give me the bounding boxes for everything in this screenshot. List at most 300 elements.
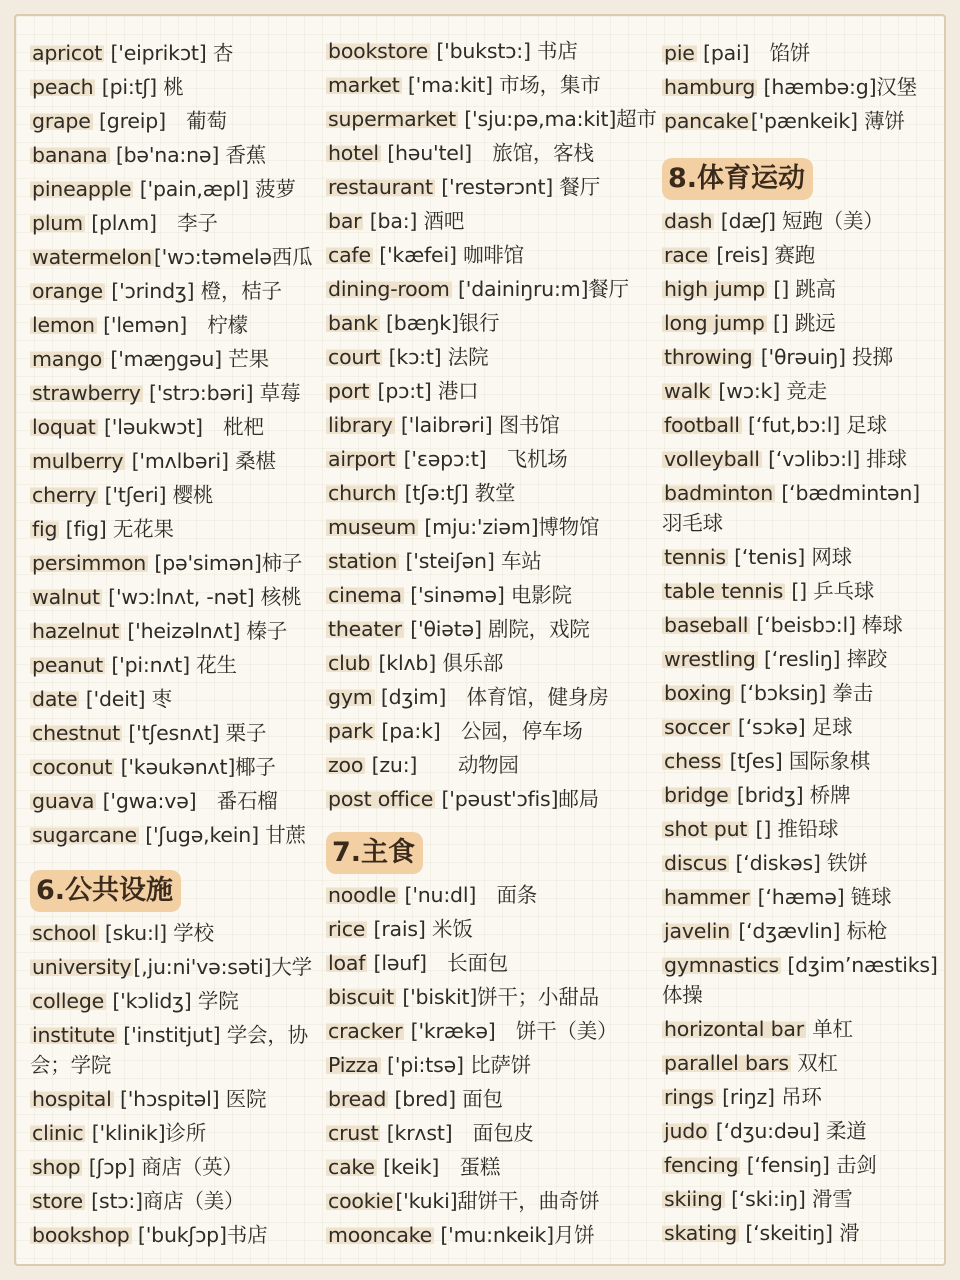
phonetic-and-meaning: ['biskit]饼干；小甜品 [396,985,599,1009]
vocab-entry [326,1218,666,1252]
vocab-entry [326,782,666,816]
english-word: judo [664,1119,708,1143]
phonetic-and-meaning: [pai] 馅饼 [696,41,811,65]
vocab-entry [326,102,666,136]
phonetic-and-meaning: [‘sɔkə] 足球 [731,715,853,739]
phonetic-and-meaning: ['θrəuiŋ] 投掷 [754,345,893,369]
phonetic-and-meaning: ['kuki]甜饼干，曲奇饼 [395,1189,600,1213]
english-word: church [328,481,397,505]
english-word: cracker [328,1019,403,1043]
phonetic-and-meaning: ['eiprikɔt] 杏 [104,41,234,65]
vocab-entry [326,408,666,442]
vocab-entry [326,946,666,980]
vocab-entry [326,170,666,204]
phonetic-and-meaning: [stɔ:]商店（美） [84,1189,245,1213]
vocab-entry [662,442,944,476]
english-word: crust [328,1121,379,1145]
vocab-entry [30,984,330,1018]
staple-food-list [326,878,666,1252]
vocab-entry [326,680,666,714]
phonetic-and-meaning: [] 乒乓球 [785,579,875,603]
vocab-entry [662,710,944,744]
phonetic-and-meaning: ['pænkeik] 薄饼 [750,109,905,133]
english-word: date [32,687,78,711]
vocab-entry [30,916,330,950]
english-word: skating [664,1221,738,1245]
vocab-entry [326,374,666,408]
phonetic-and-meaning: [‘vɔlibɔ:l] 排球 [761,447,907,471]
vocab-entry [326,476,666,510]
phonetic-and-meaning: [mju:'ziəm]博物馆 [418,515,600,539]
phonetic-and-meaning: ['heizəlnʌt] 榛子 [121,619,288,643]
phonetic-and-meaning: ['ɔrindʒ] 橙，桔子 [104,279,282,303]
english-word: chestnut [32,721,121,745]
phonetic-and-meaning: [‘dʒu:dəu] 柔道 [709,1119,867,1143]
phonetic-and-meaning: ['dainiŋru:m]餐厅 [451,277,629,301]
phonetic-and-meaning: [‘tenis] 网球 [727,545,852,569]
english-word: institute [32,1023,115,1047]
fruit-list [30,36,330,852]
english-word: post office [328,787,434,811]
english-word: zoo [328,753,364,777]
phonetic-and-meaning: ['θiətə] 剧院，戏院 [403,617,590,641]
vocab-entry [30,308,330,342]
phonetic-and-meaning: [keik] 蛋糕 [376,1155,501,1179]
phonetic-and-meaning: [rais] 米饭 [367,917,473,941]
vocab-entry [326,878,666,912]
vocab-entry [326,544,666,578]
vocab-entry [30,546,330,580]
english-word: high jump [664,277,766,301]
english-word: cookie [328,1189,394,1213]
vocab-entry [326,68,666,102]
english-word: clinic [32,1121,84,1145]
english-word: biscuit [328,985,394,1009]
column-3 [662,36,944,1250]
vocab-entry [662,1216,944,1250]
english-word: bridge [664,783,729,807]
english-word: bookshop [32,1223,130,1247]
english-word: cake [328,1155,375,1179]
phonetic-and-meaning: [reis] 赛跑 [710,243,816,267]
english-word: tennis [664,545,726,569]
english-word: restaurant [328,175,433,199]
phonetic-and-meaning: [hæmbə:g]汉堡 [757,75,917,99]
vocab-entry [30,104,330,138]
english-word: dining-room [328,277,450,301]
vocab-entry [30,512,330,546]
phonetic-and-meaning: [bridʒ] 桥牌 [730,783,851,807]
vocab-entry [326,714,666,748]
english-word: shot put [664,817,748,841]
phonetic-and-meaning: [‘beisbɔ:l] 棒球 [750,613,903,637]
phonetic-and-meaning: [ləuf] 长面包 [367,951,509,975]
phonetic-and-meaning: [riŋz] 吊环 [715,1085,822,1109]
english-word: soccer [664,715,730,739]
column-2 [326,34,666,1252]
english-word: horizontal bar [664,1017,804,1041]
vocab-entry [662,104,944,138]
phonetic-and-meaning: [‘skeitiŋ] 滑 [739,1221,860,1245]
column-1 [30,36,330,1252]
vocab-entry [30,580,330,614]
english-word: museum [328,515,417,539]
phonetic-and-meaning: [‘diskəs] 铁饼 [729,851,868,875]
english-word: badminton [664,481,774,505]
phonetic-and-meaning: ['tʃeri] 樱桃 [98,483,214,507]
phonetic-and-meaning: ['strɔ:bəri] 草莓 [142,381,301,405]
english-word: club [328,651,371,675]
english-word: college [32,989,105,1013]
english-word: hazelnut [32,619,120,643]
phonetic-and-meaning: ['ʃugə,kein] 甘蔗 [138,823,306,847]
english-word: pineapple [32,177,132,201]
english-word: mulberry [32,449,124,473]
vocab-entry [30,648,330,682]
phonetic-and-meaning: [kɔ:t] 法院 [382,345,489,369]
sports-list [662,204,944,1250]
vocab-entry [30,172,330,206]
phonetic-and-meaning: ['ləukwɔt] 枇杷 [97,415,264,439]
phonetic-and-meaning: [tʃes] 国际象棋 [723,749,871,773]
english-word: football [664,413,740,437]
english-word: strawberry [32,381,141,405]
vocab-entry [326,646,666,680]
vocab-entry [326,204,666,238]
vocab-entry [662,676,944,710]
english-word: orange [32,279,103,303]
phonetic-and-meaning: [‘hæmə] 链球 [751,885,892,909]
vocab-entry [326,272,666,306]
phonetic-and-meaning: ['kæfei] 咖啡馆 [372,243,524,267]
phonetic-and-meaning: [greip] 葡萄 [92,109,227,133]
vocab-entry [30,444,330,478]
english-word: watermelon [32,245,152,269]
phonetic-and-meaning: ['tʃesnʌt] 栗子 [122,721,267,745]
vocab-entry [326,980,666,1014]
vocab-entry [30,950,330,984]
english-word: port [328,379,370,403]
vocab-entry [326,748,666,782]
vocab-entry [662,340,944,374]
phonetic-and-meaning: [pə'simən]柿子 [148,551,303,575]
english-word: lemon [32,313,95,337]
vocab-entry [30,36,330,70]
vocab-entry [326,912,666,946]
vocab-entry [326,34,666,68]
vocab-entry [326,510,666,544]
vocab-entry [30,1218,330,1252]
vocab-entry [30,274,330,308]
vocab-entry [662,1182,944,1216]
phonetic-and-meaning: [pɔ:t] 港口 [371,379,479,403]
vocab-entry [326,306,666,340]
english-word: javelin [664,919,730,943]
phonetic-and-meaning: [krʌst] 面包皮 [380,1121,534,1145]
vocab-entry [30,342,330,376]
phonetic-and-meaning: [wɔ:k] 竞走 [712,379,827,403]
section-8-heading [662,154,944,204]
english-word: bread [328,1087,387,1111]
english-word: bookstore [328,39,429,63]
english-word: school [32,921,97,945]
english-word: loquat [32,415,96,439]
phonetic-and-meaning: [bred] 面包 [388,1087,503,1111]
phonetic-and-meaning: [pa:k] 公园，停车场 [375,719,583,743]
vocab-entry [662,846,944,880]
english-word: pancake [664,109,749,133]
english-word: peach [32,75,94,99]
phonetic-and-meaning: ['ma:kit] 市场，集市 [401,73,601,97]
phonetic-and-meaning: [,ju:ni'və:səti]大学 [133,955,312,979]
phonetic-and-meaning: [‘fensiŋ] 击剑 [740,1153,877,1177]
phonetic-and-meaning: ['pəust'ɔfis]邮局 [435,787,599,811]
english-word: grape [32,109,91,133]
english-word: wrestling [664,647,756,671]
phonetic-and-meaning: ['lemən] 柠檬 [96,313,248,337]
english-word: fencing [664,1153,739,1177]
phonetic-and-meaning: ['ɛəpɔ:t] 飞机场 [397,447,568,471]
english-word: bar [328,209,362,233]
phonetic-and-meaning: 双杠 [790,1051,838,1075]
section-title: 8.体育运动 [662,158,813,200]
phonetic-and-meaning: [ʃɔp] 商店（英） [82,1155,243,1179]
phonetic-and-meaning: [plʌm] 李子 [84,211,218,235]
phonetic-and-meaning: [tʃə:tʃ] 教堂 [398,481,516,505]
vocab-entry [326,578,666,612]
vocab-entry [662,374,944,408]
phonetic-and-meaning: [‘bædmintən] 羽毛球 [662,481,920,535]
english-word: court [328,345,381,369]
phonetic-and-meaning: ['sinəmə] 电影院 [403,583,572,607]
vocab-entry [30,1116,330,1150]
english-word: rice [328,917,366,941]
phonetic-and-meaning: [] 推铅球 [749,817,839,841]
phonetic-and-meaning: ['wɔ:təmelə西瓜 [153,245,313,269]
vocab-entry [662,1012,944,1046]
english-word: shop [32,1155,81,1179]
vocab-entry [326,1184,666,1218]
phonetic-and-meaning: ['nu:dl] 面条 [398,883,538,907]
phonetic-and-meaning: ['pi:nʌt] 花生 [105,653,237,677]
english-word: discus [664,851,728,875]
english-word: fig [32,517,58,541]
vocab-entry [662,608,944,642]
english-word: cherry [32,483,97,507]
phonetic-and-meaning: [həu'tel] 旅馆，客栈 [380,141,594,165]
section-6-heading [30,866,330,916]
vocab-entry [662,1114,944,1148]
phonetic-and-meaning: ['wɔ:lnʌt, -nət] 核桃 [101,585,302,609]
vocab-entry [30,1082,330,1116]
phonetic-and-meaning: ['mæŋgəu] 芒果 [104,347,269,371]
phonetic-and-meaning: ['klinik]诊所 [85,1121,206,1145]
vocab-entry [30,614,330,648]
english-word: noodle [328,883,397,907]
vocab-entry [326,442,666,476]
phonetic-and-meaning: ['institjut] 学会，协会；学院 [30,1023,308,1077]
vocab-entry [30,750,330,784]
vocab-entry [662,880,944,914]
phonetic-and-meaning: [‘ski:iŋ] 滑雪 [724,1187,853,1211]
vocab-entry [326,136,666,170]
vocab-entry [30,1150,330,1184]
english-word: hotel [328,141,379,165]
english-word: airport [328,447,396,471]
vocab-entry [30,138,330,172]
vocab-entry [662,408,944,442]
phonetic-and-meaning: ['kɔlidʒ] 学院 [106,989,239,1013]
english-word: guava [32,789,95,813]
english-word: boxing [664,681,732,705]
vocab-entry [30,240,330,274]
phonetic-and-meaning: [‘resliŋ] 摔跤 [757,647,888,671]
vocab-entry [326,1116,666,1150]
vocab-entry [326,340,666,374]
vocab-entry [30,818,330,852]
vocab-entry [662,306,944,340]
english-word: throwing [664,345,753,369]
vocab-entry [662,1080,944,1114]
english-word: parallel bars [664,1051,789,1075]
phonetic-and-meaning: [] 跳高 [767,277,836,301]
english-word: coconut [32,755,113,779]
vocab-entry [662,204,944,238]
english-word: library [328,413,393,437]
vocab-entry [30,1184,330,1218]
phonetic-and-meaning: [ba:] 酒吧 [363,209,465,233]
english-word: supermarket [328,107,456,131]
english-word: sugarcane [32,823,137,847]
english-word: hamburg [664,75,756,99]
vocab-entry [326,1082,666,1116]
vocab-entry [326,1048,666,1082]
phonetic-and-meaning: ['laibrəri] 图书馆 [394,413,560,437]
english-word: long jump [664,311,765,335]
english-word: cafe [328,243,371,267]
section-title: 7.主食 [326,832,423,874]
phonetic-and-meaning: ['steiʃən] 车站 [399,549,542,573]
phonetic-and-meaning: [] 跳远 [766,311,836,335]
vocab-entry [662,540,944,574]
phonetic-and-meaning: [klʌb] 俱乐部 [372,651,504,675]
phonetic-and-meaning: [bə'na:nə] 香蕉 [109,143,267,167]
english-word: persimmon [32,551,147,575]
places-list [326,34,666,816]
vocab-entry [30,70,330,104]
vocab-entry [662,778,944,812]
phonetic-and-meaning: [dʒim] 体育馆，健身房 [374,685,609,709]
phonetic-and-meaning: ['hɔspitəl] 医院 [113,1087,267,1111]
phonetic-and-meaning: [‘dʒævlin] 标枪 [732,919,888,943]
vocab-entry [662,238,944,272]
vocab-entry [662,950,944,1010]
vocab-entry [30,410,330,444]
english-word: rings [664,1085,714,1109]
phonetic-and-meaning: ['krækə] 饼干（美） [404,1019,618,1043]
phonetic-and-meaning: ['restərɔnt] 餐厅 [434,175,600,199]
vocab-entry [662,70,944,104]
english-word: banana [32,143,108,167]
english-word: park [328,719,374,743]
phonetic-and-meaning: ['bukʃɔp]书店 [131,1223,268,1247]
section-7-heading [326,828,666,878]
vocab-entry [326,238,666,272]
phonetic-and-meaning: ['mʌlbəri] 桑椹 [125,449,276,473]
english-word: baseball [664,613,749,637]
vocab-entry [30,682,330,716]
phonetic-and-meaning: ['mu:nkeik]月饼 [434,1223,595,1247]
english-word: gym [328,685,373,709]
vocab-entry [662,36,944,70]
phonetic-and-meaning: [dʒim’næstiks] 体操 [662,953,938,1007]
phonetic-and-meaning: [‘bɔksiŋ] 拳击 [733,681,874,705]
vocab-entry [30,376,330,410]
phonetic-and-meaning: [dæʃ] 短跑（美） [714,209,884,233]
phonetic-and-meaning: ['bukstɔ:] 书店 [430,39,578,63]
english-word: skiing [664,1187,723,1211]
english-word: mango [32,347,103,371]
english-word: volleyball [664,447,760,471]
food-list-continued [662,36,944,138]
public-facilities-list [30,916,330,1252]
english-word: theater [328,617,402,641]
english-word: store [32,1189,83,1213]
english-word: pie [664,41,695,65]
phonetic-and-meaning: [zu:] 动物园 [365,753,519,777]
phonetic-and-meaning: [pi:tʃ] 桃 [95,75,184,99]
phonetic-and-meaning: [‘fut,bɔ:l] 足球 [741,413,887,437]
english-word: loaf [328,951,366,975]
vocab-entry [30,716,330,750]
phonetic-and-meaning: [fig] 无花果 [59,517,174,541]
phonetic-and-meaning: 单杠 [805,1017,853,1041]
phonetic-and-meaning: ['pi:tsə] 比萨饼 [380,1053,532,1077]
english-word: apricot [32,41,103,65]
english-word: bank [328,311,378,335]
english-word: hammer [664,885,750,909]
english-word: cinema [328,583,402,607]
vocab-entry [326,1014,666,1048]
phonetic-and-meaning: [sku:l] 学校 [98,921,214,945]
vocab-entry [662,812,944,846]
vocab-entry [662,642,944,676]
vocab-entry [326,612,666,646]
english-word: plum [32,211,83,235]
english-word: Pizza [328,1053,379,1077]
english-word: station [328,549,398,573]
phonetic-and-meaning: ['deit] 枣 [79,687,172,711]
vocab-entry [662,574,944,608]
english-word: peanut [32,653,104,677]
vocab-entry [326,1150,666,1184]
vocab-entry [662,272,944,306]
vocab-entry [662,1148,944,1182]
vocab-entry [30,478,330,512]
phonetic-and-meaning: ['sju:pə,ma:kit]超市 [457,107,657,131]
vocab-entry [662,1046,944,1080]
vocab-entry [662,914,944,948]
phonetic-and-meaning: ['kəukənʌt]椰子 [114,755,276,779]
english-word: dash [664,209,713,233]
vocab-entry [662,478,944,538]
english-word: gymnastics [664,953,780,977]
english-word: market [328,73,400,97]
section-title: 6.公共设施 [30,870,181,912]
english-word: mooncake [328,1223,433,1247]
vocab-entry [662,744,944,778]
phonetic-and-meaning: ['pain,æpl] 菠萝 [133,177,296,201]
